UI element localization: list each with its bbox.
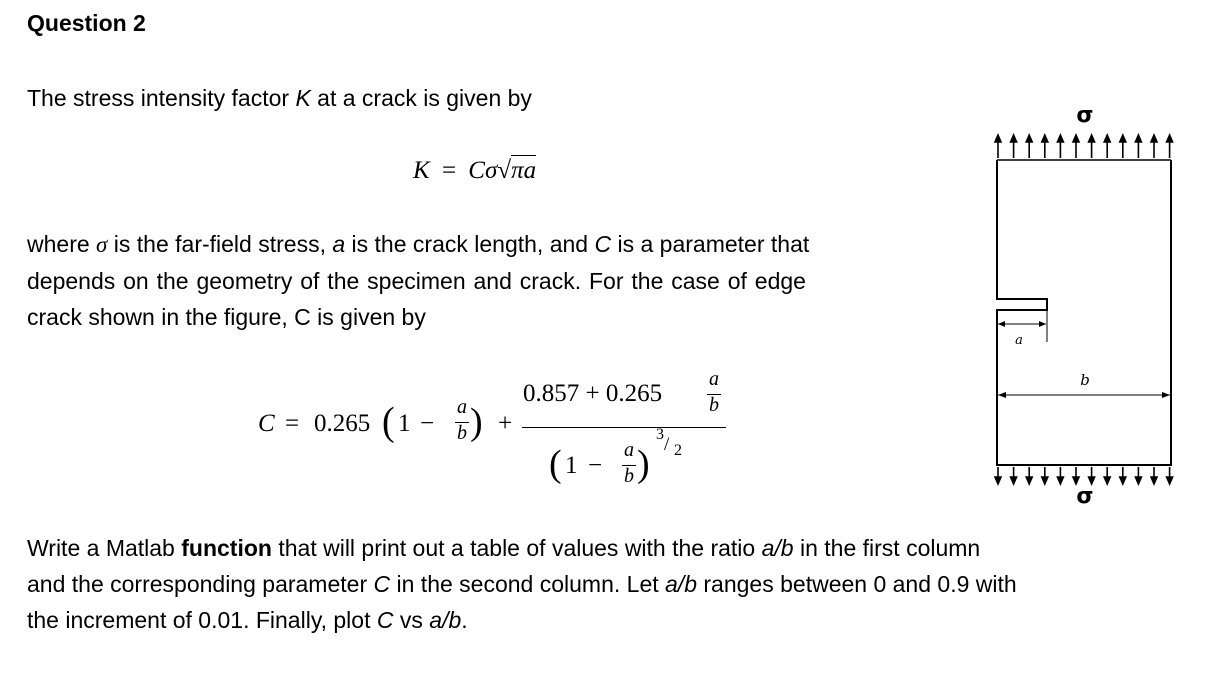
top-arrow-head xyxy=(1057,135,1063,142)
eq1-equals: = xyxy=(441,157,457,184)
top-arrow-head xyxy=(1135,135,1141,142)
edge-crack-figure xyxy=(985,82,1185,522)
where-sigma: σ xyxy=(96,232,108,257)
equation-k xyxy=(413,157,536,185)
eq2-num-frac-b: b xyxy=(709,394,719,416)
sigma-top-label: σ xyxy=(1076,103,1094,128)
where-1a: where xyxy=(27,231,97,257)
task-2a: and the corresponding parameter xyxy=(27,571,374,597)
bottom-arrow-head xyxy=(1167,477,1173,484)
eq2-main-frac-line xyxy=(522,427,726,428)
eq2-exp-num: 3 xyxy=(656,426,664,443)
bottom-arrow-head xyxy=(1057,477,1063,484)
top-arrow-head xyxy=(1073,135,1079,142)
where-1d: is a parameter that xyxy=(611,231,810,257)
bottom-arrow-head xyxy=(1089,477,1095,484)
task-ratio-2: a/b xyxy=(665,571,697,597)
top-load-arrows xyxy=(995,135,1173,158)
intro-post: at a crack is given by xyxy=(310,85,532,111)
top-arrow-head xyxy=(1120,135,1126,142)
eq1-sigma: σ xyxy=(484,157,498,184)
eq2-den-lparen: ( xyxy=(549,443,562,485)
bottom-arrow-head xyxy=(995,477,1001,484)
where-paragraph xyxy=(27,226,967,335)
task-1a: Write a Matlab xyxy=(27,535,182,561)
task-2c: ranges between 0 and 0.9 with xyxy=(697,571,1017,597)
task-ratio-1: a/b xyxy=(761,535,794,561)
eq1-radicand: πa xyxy=(511,157,537,184)
bottom-arrow-head xyxy=(1135,477,1141,484)
eq2-den-frac-a: a xyxy=(624,439,634,461)
eq2-den-minus: − xyxy=(588,452,603,479)
intro-text xyxy=(27,80,532,116)
top-arrow-head xyxy=(1042,135,1048,142)
eq2-numerator: 0.857 + 0.265 xyxy=(523,380,663,407)
task-ratio-3: a/b xyxy=(429,607,462,633)
top-arrow-head xyxy=(1089,135,1095,142)
bottom-arrow-head xyxy=(1026,477,1032,484)
where-1c: is the crack length, and xyxy=(345,231,595,257)
eq2-plus: + xyxy=(498,410,513,437)
eq2-lparen: ( xyxy=(382,399,395,445)
sigma-bottom-label: σ xyxy=(1076,484,1094,509)
where-C: C xyxy=(594,231,612,257)
task-1c: in the first column xyxy=(793,535,981,561)
top-arrow-head xyxy=(1151,135,1157,142)
bottom-arrow-head xyxy=(1042,477,1048,484)
bottom-arrow-head xyxy=(1120,477,1126,484)
eq1-sqrt: √ xyxy=(497,157,512,184)
task-C-3: C xyxy=(376,607,394,633)
eq2-num-frac-a: a xyxy=(709,368,719,390)
task-line-1 xyxy=(27,530,1207,566)
eq2-rparen: ) xyxy=(470,401,483,443)
task-C-2: C xyxy=(373,571,391,597)
eq2-den-rparen: ) xyxy=(637,443,650,485)
task-1b: that will print out a table of values with the ratio xyxy=(271,535,762,561)
eq2-exp-den: 2 xyxy=(674,442,682,459)
eq2-one: 1 xyxy=(398,410,411,437)
eq2-equals: = xyxy=(285,410,300,437)
eq2-lhs: C xyxy=(258,410,275,437)
task-line-3 xyxy=(27,602,1207,638)
label-a: a xyxy=(1015,333,1023,348)
top-arrow-head xyxy=(1026,135,1032,142)
question-heading: Question 2 xyxy=(27,10,146,36)
task-3b: vs xyxy=(393,607,430,633)
where-line-1 xyxy=(27,226,967,263)
task-2b: in the second column. Let xyxy=(390,571,666,597)
bottom-arrow-head xyxy=(1073,477,1079,484)
eq2-minus: − xyxy=(420,410,435,437)
where-line-2: depends on the geometry of the specimen and crack. For the case of edge xyxy=(27,268,806,294)
task-line-2 xyxy=(27,566,1207,602)
task-3a: the increment of 0.01. Finally, plot xyxy=(27,607,377,633)
eq1-lhs: K xyxy=(413,157,430,184)
where-a: a xyxy=(332,231,346,257)
task-function-bold: function xyxy=(181,535,272,561)
task-3c: . xyxy=(461,607,468,633)
width-dimension-b xyxy=(998,392,1170,398)
eq1-C: C xyxy=(468,157,485,184)
bottom-load-arrows xyxy=(995,467,1173,484)
eq2-frac-b: b xyxy=(457,422,467,444)
plate-outline xyxy=(997,160,1171,465)
bottom-arrow-head xyxy=(1104,477,1110,484)
where-line-3: crack shown in the figure, C is given by xyxy=(27,304,426,330)
eq2-den-one: 1 xyxy=(565,452,578,479)
where-1b: is the far-field stress, xyxy=(107,231,333,257)
label-b: b xyxy=(1080,371,1090,389)
intro-pre: The stress intensity factor xyxy=(27,85,296,111)
top-arrow-head xyxy=(995,135,1001,142)
eq2-frac-a: a xyxy=(457,396,467,418)
top-arrow-head xyxy=(1104,135,1110,142)
equation-c xyxy=(258,368,728,498)
eq2-den-frac-b: b xyxy=(624,465,634,487)
bottom-arrow-head xyxy=(1151,477,1157,484)
intro-var-K: K xyxy=(295,85,311,111)
eq2-coef: 0.265 xyxy=(314,410,371,437)
eq2-exp-slash: / xyxy=(664,434,670,455)
top-arrow-head xyxy=(1167,135,1173,142)
bottom-arrow-head xyxy=(1011,477,1017,484)
top-arrow-head xyxy=(1011,135,1017,142)
task-paragraph xyxy=(27,530,1207,638)
